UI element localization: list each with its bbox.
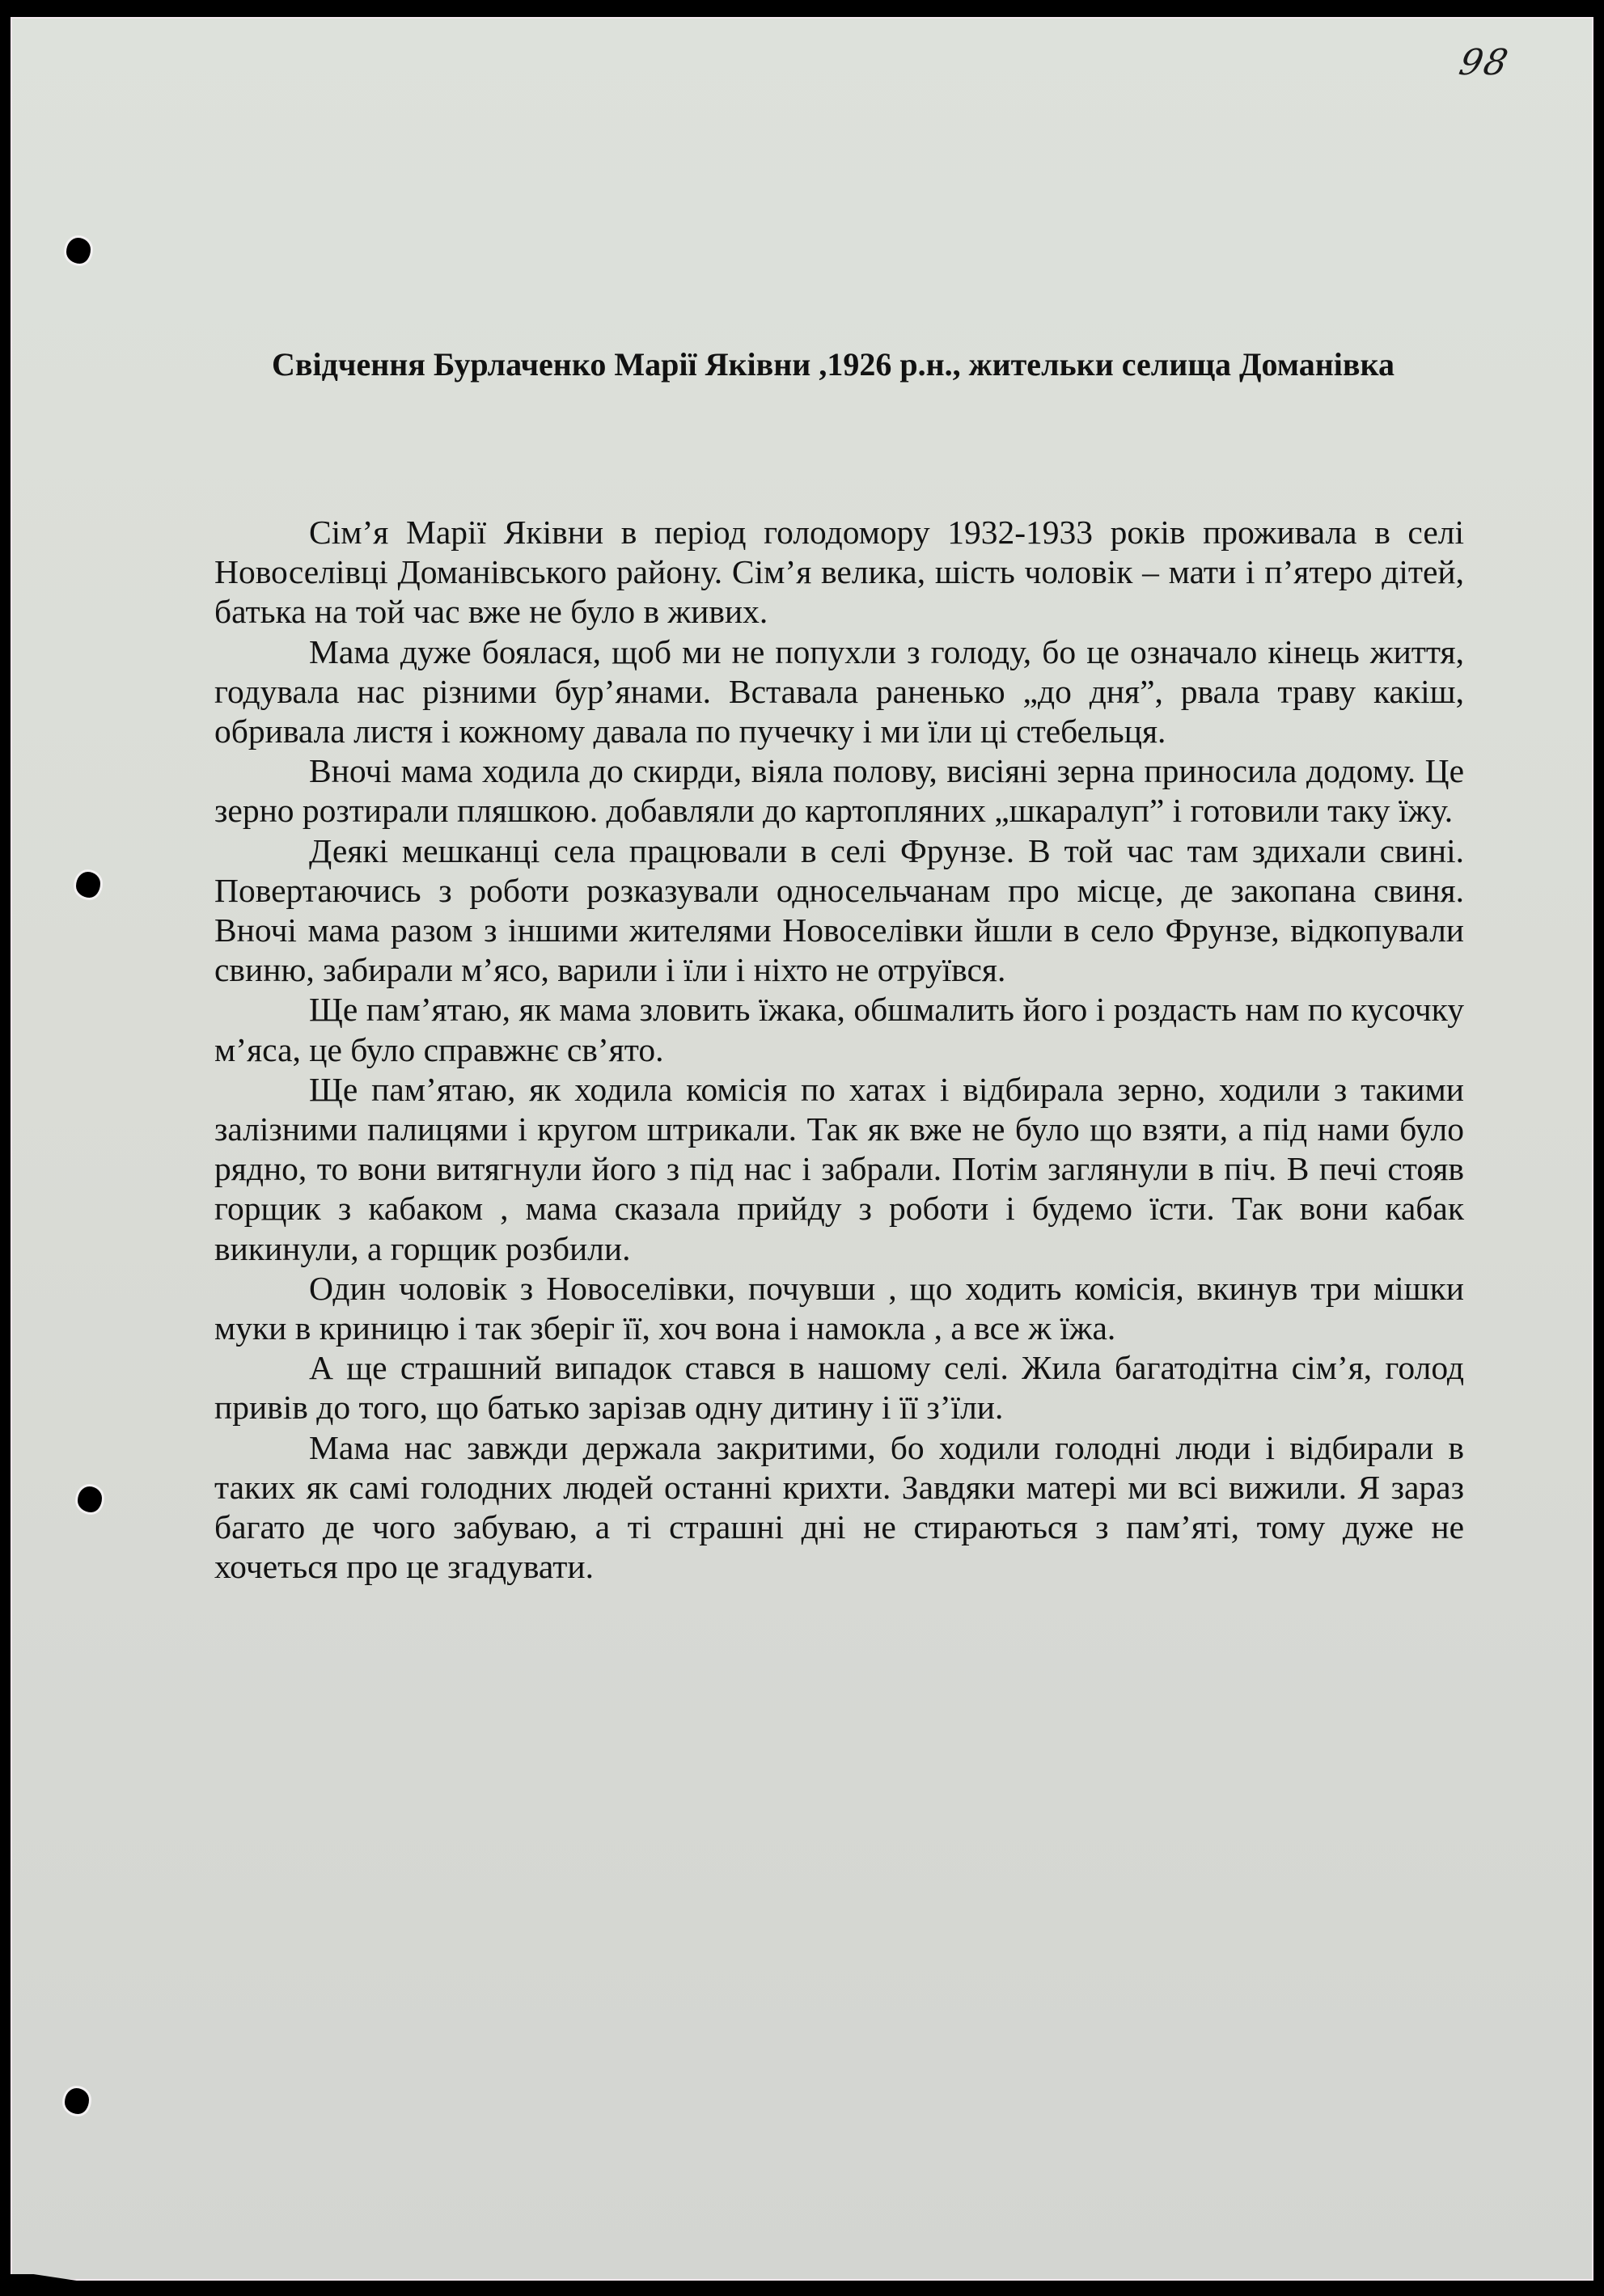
punch-hole [78,1486,102,1512]
paragraph: Деякі мешканці села працювали в селі Фрунзе. В той час там здихали свині. Повертаючись з роботи розказували односельчанам про місце, де закопана свиня. Вночі мама разом з іншими жителями Новоселівки йшли в село Фрунзе, відкопували свиню, забирали м’ясо, варили і їли і ніхто не отруївся. [214,831,1464,989]
paragraph: А ще страшний випадок стався в нашому селі. Жила багатодітна сім’я, голод привів до того, що батько зарізав одну дитину і її з’їли. [214,1349,1464,1427]
testimony-body [214,513,1464,1587]
punch-hole [76,872,100,898]
handwritten-page-number: 98 [1455,42,1513,83]
paragraph: Ще пам’ятаю, як мама зловить їжака, обшмалить його і роздасть нам по кусочку м’яса, це було справжнє св’ято. [214,991,1464,1068]
punch-hole [66,238,91,264]
paragraph: Ще пам’ятаю, як ходила комісія по хатах і відбирала зерно, ходили з такими залізними палицями і кругом штрикали. Так як вже не було що взяти, а під нами було рядно, то вони витягнули його з під нас і забрали. Потім заглянули в піч. В печі стояв горщик з кабаком , мама сказала прийду з роботи і будемо їсти. Так вони кабак викинули, а горщик розбили. [214,1070,1464,1267]
punch-hole [65,2088,89,2114]
document-title: Свідчення Бурлаченко Марії Яківни ,1926 р.н., жительки селища Доманівка [272,346,1395,383]
paragraph: Вночі мама ходила до скирди, віяла полову, висіяні зерна приносила додому. Це зерно розтирали пляшкою. добавляли до картопляних „шкаралуп” і готовили таку їжу. [214,752,1464,830]
paragraph: Один чоловік з Новоселівки, почувши , що ходить комісія, вкинув три мішки муки в криницю і так зберіг її, хоч вона і намокла , а все ж їжа. [214,1269,1464,1347]
paragraph: Мама дуже боялася, щоб ми не попухли з голоду, бо це означало кінець життя, годувала нас різними бур’янами. Вставала раненько „до дня”, рвала траву какіш, обривала листя і кожному давала по пучечку і ми їли ці стебельця. [214,632,1464,751]
paragraph: Мама нас завжди держала закритими, бо ходили голодні люди і відбирали в таких як самі голодних людей останні крихти. Завдяки матері ми всі вижили. Я зараз багато де чого забуваю, а ті страшні дні не стираються з пам’яті, тому дуже не хочеться про це згадувати. [214,1428,1464,1586]
paragraph: Сім’я Марії Яківни в період голодомору 1932-1933 років проживала в селі Новоселівці Доманівського району. Сім’я велика, шість чоловік – мати і п’ятеро дітей, батька на той час вже не було в живих. [214,514,1464,631]
